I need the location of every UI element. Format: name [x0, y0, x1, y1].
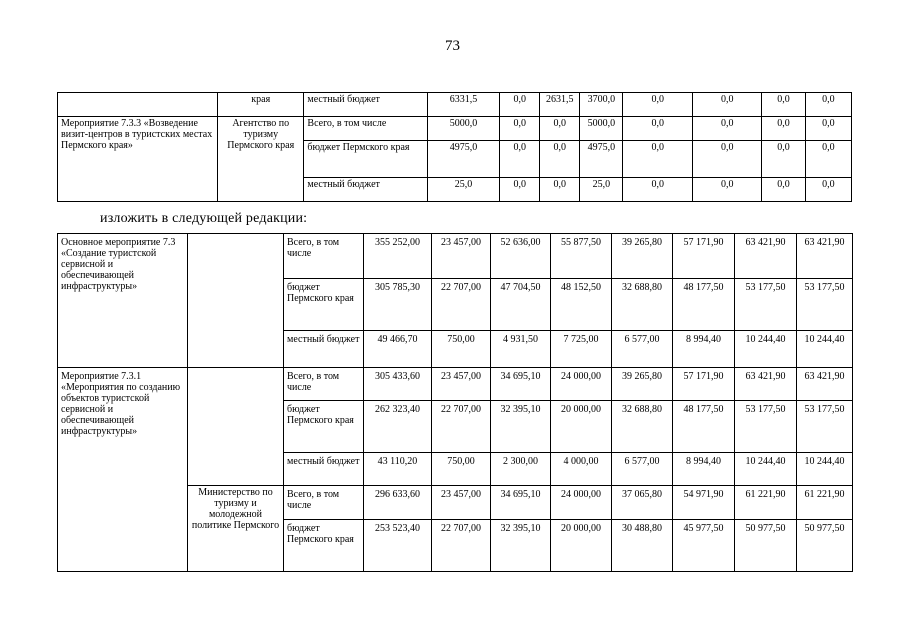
value-cell: 22 707,00	[432, 520, 491, 572]
value-cell: 4 931,50	[491, 331, 551, 368]
funding-source-cell: местный бюджет	[284, 331, 364, 368]
value-cell: 23 457,00	[432, 486, 491, 520]
funding-source-cell: бюджет Пермского края	[304, 141, 427, 178]
value-cell: 6 577,00	[612, 331, 673, 368]
value-cell: 2631,5	[540, 93, 580, 117]
value-cell: 54 971,90	[673, 486, 735, 520]
funding-source-cell: бюджет Пермского края	[284, 401, 364, 453]
value-cell: 25,0	[580, 178, 623, 202]
value-cell: 296 633,60	[364, 486, 432, 520]
funding-source-cell: Всего, в том числе	[284, 234, 364, 279]
value-cell: 0,0	[500, 178, 540, 202]
value-cell: 10 244,40	[735, 331, 797, 368]
agency-cell: Агентство по туризму Пермского края	[218, 117, 304, 202]
value-cell: 0,0	[805, 178, 851, 202]
funding-source-cell: местный бюджет	[304, 178, 427, 202]
value-cell: 53 177,50	[797, 401, 853, 453]
value-cell: 32 688,80	[612, 279, 673, 331]
value-cell: 55 877,50	[551, 234, 612, 279]
value-cell: 0,0	[692, 93, 762, 117]
value-cell: 305 433,60	[364, 368, 432, 401]
value-cell: 20 000,00	[551, 401, 612, 453]
value-cell: 0,0	[540, 178, 580, 202]
value-cell: 50 977,50	[735, 520, 797, 572]
value-cell: 0,0	[805, 117, 851, 141]
value-cell: 30 488,80	[612, 520, 673, 572]
value-cell: 0,0	[500, 93, 540, 117]
value-cell: 39 265,80	[612, 234, 673, 279]
value-cell: 8 994,40	[673, 453, 735, 486]
measure-cell: Мероприятие 7.3.3 «Возведение визит-центров в туристских местах Пермского края»	[58, 117, 218, 202]
value-cell: 63 421,90	[735, 368, 797, 401]
agency-cell	[188, 368, 284, 486]
value-cell: 0,0	[623, 141, 693, 178]
value-cell: 48 152,50	[551, 279, 612, 331]
value-cell: 6 577,00	[612, 453, 673, 486]
value-cell: 32 395,10	[491, 401, 551, 453]
value-cell: 4975,0	[580, 141, 623, 178]
value-cell: 6331,5	[427, 93, 500, 117]
funding-source-cell: Всего, в том числе	[304, 117, 427, 141]
funding-source-cell: бюджет Пермского края	[284, 520, 364, 572]
value-cell: 0,0	[500, 141, 540, 178]
value-cell: 0,0	[500, 117, 540, 141]
value-cell: 34 695,10	[491, 486, 551, 520]
value-cell: 25,0	[427, 178, 500, 202]
value-cell: 7 725,00	[551, 331, 612, 368]
value-cell: 5000,0	[580, 117, 623, 141]
value-cell: 48 177,50	[673, 401, 735, 453]
value-cell: 10 244,40	[797, 331, 853, 368]
value-cell: 750,00	[432, 331, 491, 368]
value-cell: 22 707,00	[432, 279, 491, 331]
value-cell: 0,0	[762, 178, 805, 202]
funding-source-cell: бюджет Пермского края	[284, 279, 364, 331]
value-cell: 23 457,00	[432, 368, 491, 401]
value-cell: 50 977,50	[797, 520, 853, 572]
measure-cell: Основное мероприятие 7.3 «Создание туристской сервисной и обеспечивающей инфраструктуры»	[58, 234, 188, 368]
new-budget-table	[57, 233, 853, 572]
value-cell: 0,0	[623, 93, 693, 117]
value-cell: 0,0	[623, 117, 693, 141]
measure-cell	[58, 93, 218, 117]
value-cell: 253 523,40	[364, 520, 432, 572]
value-cell: 61 221,90	[735, 486, 797, 520]
value-cell: 37 065,80	[612, 486, 673, 520]
funding-source-cell: Всего, в том числе	[284, 368, 364, 401]
funding-source-cell: Всего, в том числе	[284, 486, 364, 520]
measure-cell: Мероприятие 7.3.1 «Мероприятия по созданию объектов туристской сервисной и обеспечивающей инфраструктуры»	[58, 368, 188, 572]
value-cell: 39 265,80	[612, 368, 673, 401]
value-cell: 53 177,50	[735, 279, 797, 331]
value-cell: 48 177,50	[673, 279, 735, 331]
value-cell: 20 000,00	[551, 520, 612, 572]
funding-source-cell: местный бюджет	[304, 93, 427, 117]
value-cell: 2 300,00	[491, 453, 551, 486]
value-cell: 10 244,40	[797, 453, 853, 486]
agency-cell: края	[218, 93, 304, 117]
value-cell: 305 785,30	[364, 279, 432, 331]
value-cell: 0,0	[762, 93, 805, 117]
table-row	[58, 368, 853, 401]
agency-cell: Министерство по туризму и молодежной политике Пермского	[188, 486, 284, 572]
value-cell: 0,0	[540, 117, 580, 141]
value-cell: 22 707,00	[432, 401, 491, 453]
agency-cell	[188, 234, 284, 368]
value-cell: 0,0	[805, 141, 851, 178]
value-cell: 61 221,90	[797, 486, 853, 520]
old-budget-table	[57, 92, 852, 202]
value-cell: 4975,0	[427, 141, 500, 178]
value-cell: 43 110,20	[364, 453, 432, 486]
value-cell: 0,0	[623, 178, 693, 202]
value-cell: 24 000,00	[551, 486, 612, 520]
table-row	[58, 117, 852, 141]
value-cell: 0,0	[692, 141, 762, 178]
value-cell: 10 244,40	[735, 453, 797, 486]
value-cell: 0,0	[762, 117, 805, 141]
value-cell: 49 466,70	[364, 331, 432, 368]
value-cell: 0,0	[540, 141, 580, 178]
value-cell: 53 177,50	[797, 279, 853, 331]
value-cell: 750,00	[432, 453, 491, 486]
value-cell: 32 688,80	[612, 401, 673, 453]
value-cell: 262 323,40	[364, 401, 432, 453]
value-cell: 63 421,90	[797, 234, 853, 279]
value-cell: 4 000,00	[551, 453, 612, 486]
value-cell: 0,0	[762, 141, 805, 178]
value-cell: 53 177,50	[735, 401, 797, 453]
value-cell: 45 977,50	[673, 520, 735, 572]
value-cell: 23 457,00	[432, 234, 491, 279]
value-cell: 8 994,40	[673, 331, 735, 368]
value-cell: 57 171,90	[673, 234, 735, 279]
value-cell: 32 395,10	[491, 520, 551, 572]
table-row	[58, 234, 853, 279]
value-cell: 3700,0	[580, 93, 623, 117]
funding-source-cell: местный бюджет	[284, 453, 364, 486]
section-heading: изложить в следующей редакции:	[100, 211, 308, 226]
value-cell: 355 252,00	[364, 234, 432, 279]
table-row	[58, 93, 852, 117]
value-cell: 57 171,90	[673, 368, 735, 401]
value-cell: 63 421,90	[797, 368, 853, 401]
value-cell: 34 695,10	[491, 368, 551, 401]
value-cell: 0,0	[805, 93, 851, 117]
page-number: 73	[445, 38, 460, 54]
value-cell: 52 636,00	[491, 234, 551, 279]
value-cell: 47 704,50	[491, 279, 551, 331]
value-cell: 63 421,90	[735, 234, 797, 279]
value-cell: 24 000,00	[551, 368, 612, 401]
value-cell: 0,0	[692, 178, 762, 202]
value-cell: 0,0	[692, 117, 762, 141]
value-cell: 5000,0	[427, 117, 500, 141]
